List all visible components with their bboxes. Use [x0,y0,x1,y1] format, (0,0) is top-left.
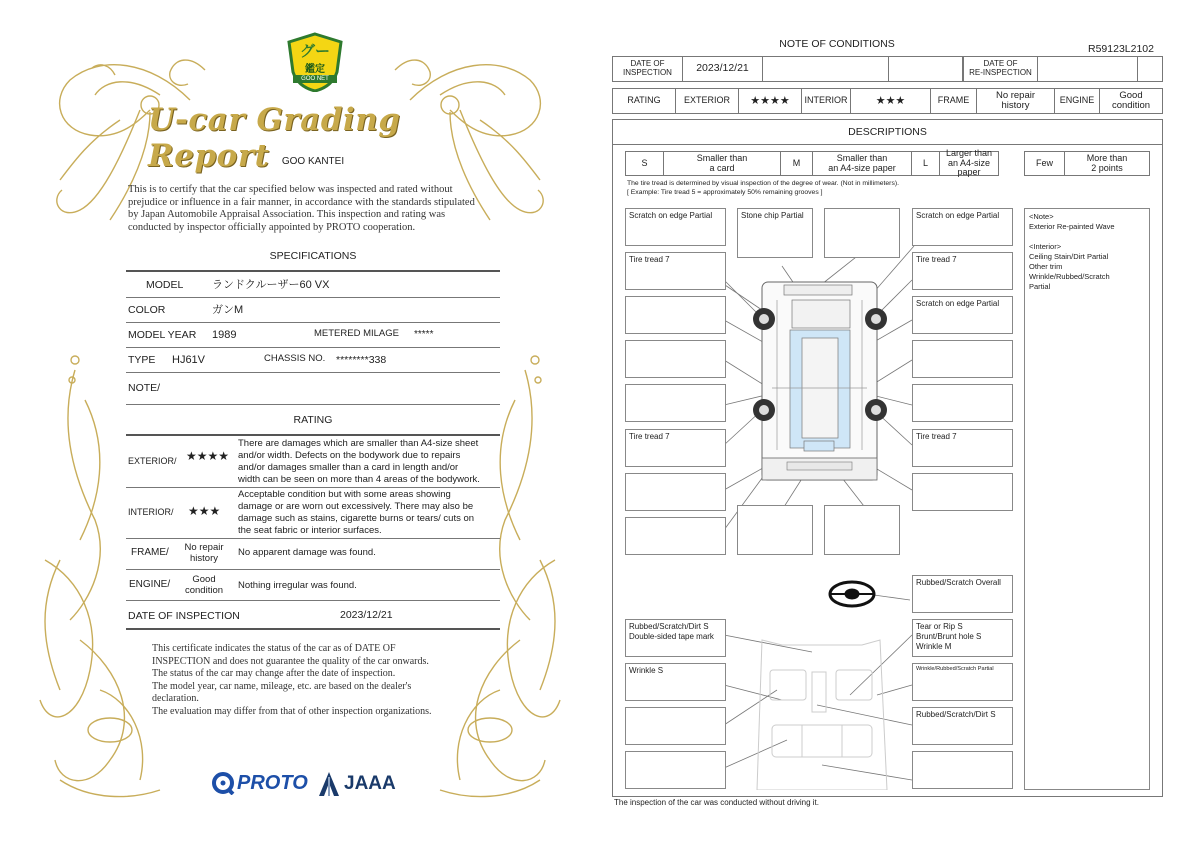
damage-box [625,517,726,555]
divider [126,297,500,298]
note-box [1024,208,1150,790]
blank-cell [889,57,963,81]
cert-line: prejudice or influence in a fair manner, in accordance with the standards stipulated [128,196,475,208]
damage-line: Double-sided tape mark [629,632,714,641]
legend-l: L [912,152,940,175]
damage-box [912,619,1013,657]
model-value: ランドクルーザー60 VX [212,279,330,291]
damage-box [824,505,900,555]
divider [126,628,500,630]
divider [126,322,500,323]
desc-line: damage or are worn out excessively. There may also be [238,501,474,512]
report-title: U-car Grading Report [148,102,401,174]
descriptions-heading: DESCRIPTIONS [848,126,927,138]
goo-kantei-badge [287,32,343,92]
desc-line: width can be seen on more than 4 areas of the bodywork. [238,474,480,485]
engine-value-line: Good [1119,89,1143,101]
exterior-stars: ★★★★ [739,89,802,113]
damage-box [912,340,1013,378]
interior-stars: ★★★ [851,89,931,113]
footer-line: The model year, car name, mileage, etc. are based on the dealer's [152,680,412,692]
damage-box: Tire tread 7 [912,429,1013,467]
certificate-footer [152,643,432,719]
damage-box [912,384,1013,422]
note-line: Ceiling Stain/Dirt Partial [1029,252,1109,261]
frame-description: No apparent damage was found. [238,547,376,558]
damage-box [625,751,726,789]
damage-box [737,505,813,555]
legend-few: Few [1025,152,1065,175]
note-line: Exterior Re-painted Wave [1029,222,1115,231]
divider [126,270,500,272]
reinspection-value [1038,57,1138,81]
badge-line2: 鑑定 [305,64,325,75]
damage-box: Rubbed/Scratch Overall [912,575,1013,613]
chassis-label: CHASSIS NO. [264,353,326,364]
desc-line: damage such as stains, cigarette burns or tears/ cuts on [238,513,475,524]
exterior-label: EXTERIOR [676,89,739,113]
damage-box [824,208,900,258]
damage-line: Wrinkle M [916,642,952,651]
color-label: COLOR [128,304,166,316]
divider [126,600,500,601]
legend-m: M [781,152,813,175]
divider [126,487,500,488]
damage-box [625,384,726,422]
frame-value-line: history [190,553,218,564]
color-value: ガンM [212,304,244,316]
legend-line: an A4-size paper [828,162,896,173]
damage-box [625,340,726,378]
type-label: TYPE [128,354,156,366]
chassis-value: ********338 [336,354,387,366]
damage-box: Stone chip Partial [737,208,813,258]
interior-stars: ★★★ [188,504,221,518]
note-label: NOTE/ [128,382,161,394]
reinsp-label-line: RE-INSPECTION [969,68,1032,77]
interior-description [238,489,474,537]
cert-line: This is to certify that the car specified below was inspected and rated without [128,184,453,195]
report-subtitle: GOO KANTEI [281,156,345,167]
date-of-inspection-label [613,57,683,81]
frame-label: FRAME [931,89,977,113]
certification-text [128,184,508,234]
damage-box: Rubbed/Scratch/Dirt S [912,707,1013,745]
size-legend [625,147,999,178]
damage-box [625,619,726,657]
badge-ribbon: GOO NET [301,76,329,82]
legend-line: 2 points [1091,162,1123,173]
type-value: HJ61V [172,354,206,366]
frame-label: FRAME/ [131,547,169,558]
frame-value [977,89,1055,113]
footer-line: The evaluation may differ from that of other inspection organizations. [152,705,432,717]
engine-description: Nothing irregular was found. [238,580,357,591]
note-line: Wrinkle/Rubbed/Scratch [1029,272,1110,281]
date-of-inspection-value: 2023/12/21 [340,609,393,621]
interior-label: INTERIOR [802,89,851,113]
interior-car-icon [757,640,887,790]
legend-line: Smaller than [696,152,748,163]
exterior-label: EXTERIOR/ [128,456,177,466]
specifications-heading: SPECIFICATIONS [269,250,357,262]
reinspection-label [963,57,1038,81]
note-line: Partial [1029,282,1051,291]
conditions-footer: The inspection of the car was conducted without driving it. [614,798,819,807]
date-of-inspection-label: DATE OF INSPECTION [128,610,240,622]
frame-value [176,542,232,564]
proto-logo [212,771,308,795]
desc-line: There are damages which are smaller than A4-size sheet [238,438,479,449]
blank-cell [1138,57,1162,81]
frame-value-line: No repair [995,89,1036,101]
footer-line: This certificate indicates the status of the car as of DATE OF [152,643,396,654]
legend-line: Larger than [945,147,993,158]
damage-box: Scratch on edge Partial [625,208,726,246]
legend-s: S [626,152,664,175]
exterior-description [238,438,480,486]
reference-number: R59123L2102 [1088,43,1154,55]
damage-box: Wrinkle S [625,663,726,701]
engine-value-line: condition [1111,100,1151,111]
damage-box: Tire tread 7 [625,252,726,290]
note-line: Other trim [1029,262,1063,271]
cert-line: by Japan Automobile Appraisal Association. This inspection and rating was [128,209,446,220]
legend-m-desc [813,152,912,175]
steering-wheel-icon [830,582,874,606]
divider [126,538,500,539]
damage-line: Rubbed/Scratch/Dirt S [629,622,709,631]
footer-line: The status of the car may change after the date of inspection. [152,668,396,680]
damage-box [625,707,726,745]
doi-label-line: INSPECTION [623,68,672,77]
divider [126,347,500,348]
desc-line: and/or width. Defects on the bodywork due to repairs [238,450,461,461]
damage-box: Scratch on edge Partial [912,208,1013,246]
damage-box [912,473,1013,511]
model-label: MODEL [146,279,184,291]
few-legend [1024,151,1150,176]
footer-line: declaration. [152,693,199,705]
footer-line: INSPECTION and does not guarantee the quality of the car onwards. [152,655,429,667]
divider [126,372,500,373]
engine-value-line: condition [184,585,224,596]
blank-cell [763,57,889,81]
engine-label: ENGINE/ [129,579,171,590]
exterior-stars: ★★★★ [186,449,230,463]
divider [126,569,500,570]
tire-note: The tire tread is determined by visual inspection of the degree of wear. (Not in millimeters). [627,180,899,187]
reinsp-label-line: DATE OF [983,59,1018,69]
frame-value-line: No repair [184,542,224,553]
jaaa-logo-text: JAAA [344,773,396,794]
legend-line: More than [1086,152,1128,163]
date-of-inspection-value: 2023/12/21 [683,57,763,81]
engine-value-line: Good [192,574,216,585]
legend-line: a card [709,162,735,173]
engine-value [1100,89,1162,113]
conditions-title: NOTE OF CONDITIONS [779,38,895,50]
desc-line: Acceptable condition but with some areas showing [238,489,451,500]
engine-label: ENGINE [1055,89,1100,113]
note-subtitle: <Interior> [1029,242,1062,251]
descriptions-divider [612,144,1163,145]
desc-line: and/or damages smaller than a card in length and/or [238,462,459,473]
interior-label: INTERIOR/ [128,507,174,517]
damage-line: Brunt/Brunt hole S [916,632,982,641]
legend-line: an A4-size paper [947,157,991,178]
model-year-label: MODEL YEAR [128,329,197,341]
damage-box: Tire tread 7 [912,252,1013,290]
engine-value [176,574,232,596]
damage-box: Tire tread 7 [625,429,726,467]
desc-line: the seat fabric or interior surfaces. [238,525,382,536]
frame-value-line: history [1001,100,1030,111]
proto-logo-text: PROTO [237,771,308,794]
damage-box: Wrinkle/Rubbed/Scratch Partial [912,663,1013,701]
cert-line: conducted by inspector officially appointed by PROTO cooperation. [128,221,416,233]
legend-s-desc [664,152,781,175]
date-row [612,56,1163,82]
proto-logo-icon [212,771,236,795]
note-title: <Note> [1029,212,1054,221]
divider [126,434,500,436]
damage-box: Scratch on edge Partial [912,296,1013,334]
mileage-label: METERED MILAGE [314,328,399,339]
rating-heading: RATING [293,414,333,426]
mileage-value: ***** [414,329,434,340]
legend-line: Smaller than [836,152,888,163]
tire-example: [ Example: Tire tread 5 = approximately 50% remaining grooves ] [627,189,823,196]
exterior-car-icon [753,282,887,480]
damage-line: Tear or Rip S [916,622,963,631]
divider [126,404,500,405]
model-year-value: 1989 [212,329,237,341]
damage-box [625,296,726,334]
legend-l-desc [940,147,998,178]
rating-row [612,88,1163,114]
jaaa-logo-icon [318,771,340,797]
jaaa-logo [318,771,396,797]
badge-line1: グー [299,43,330,60]
damage-box [912,751,1013,789]
doi-label-line: DATE OF [630,59,665,69]
damage-box [625,473,726,511]
rating-label: RATING [613,89,676,113]
legend-few-desc [1065,152,1149,175]
